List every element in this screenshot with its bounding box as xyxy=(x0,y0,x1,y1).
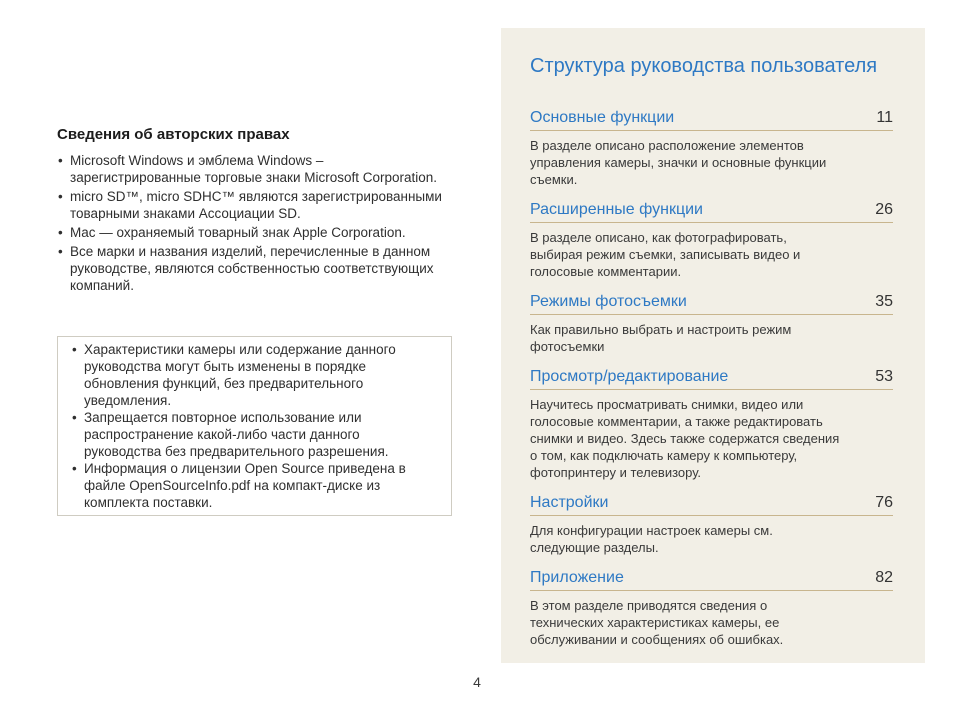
toc-entry-row[interactable] xyxy=(530,292,893,315)
copyright-item: • Microsoft Windows и эмблема Windows – зарегистрированные торговые знаки Microsoft Corporation. xyxy=(57,152,455,186)
toc-entry-description: Научитесь просматривать снимки, видео или голосовые комментарии, а также редактировать снимки и видео. Здесь также содержатся сведения о том, как подключать камеру к компьютеру, фотопринтеру и телевизору. xyxy=(530,397,840,480)
copyright-item: • Все марки и названия изделий, перечисленные в данном руководстве, являются собственностью соответствующих компаний. xyxy=(57,243,455,294)
toc-entry-row[interactable] xyxy=(530,367,893,390)
toc-entry-page[interactable]: 53 xyxy=(875,368,893,385)
copyright-section xyxy=(57,126,455,296)
toc-entry-settings xyxy=(530,493,893,556)
toc-entry-page[interactable]: 26 xyxy=(875,201,893,218)
note-item: • Информация о лицензии Open Source приведена в файле OpenSourceInfo.pdf на компакт-диске из комплекта поставки. xyxy=(71,460,440,511)
note-box xyxy=(57,336,452,516)
toc-entry-row[interactable] xyxy=(530,200,893,223)
toc-entry-page[interactable]: 35 xyxy=(875,293,893,310)
toc-entry-page[interactable]: 82 xyxy=(875,569,893,586)
toc-entry-page[interactable]: 76 xyxy=(875,494,893,511)
note-list xyxy=(71,341,440,511)
toc-title: Структура руководства пользователя xyxy=(530,55,878,77)
toc-entry-title[interactable]: Режимы фотосъемки xyxy=(530,293,687,310)
toc-entry-row[interactable] xyxy=(530,108,893,131)
copyright-heading: Сведения об авторских правах xyxy=(57,126,290,143)
copyright-item: • micro SD™, micro SDHC™ являются зарегистрированными товарными знаками Ассоциации SD. xyxy=(57,188,455,222)
toc-entry-basic-functions xyxy=(530,108,893,188)
toc-entry-title[interactable]: Расширенные функции xyxy=(530,201,703,218)
toc-entry-description: В этом разделе приводятся сведения о технических характеристиках камеры, ее обслуживании и сообщениях об ошибках. xyxy=(530,598,784,647)
page-number: 4 xyxy=(473,674,481,690)
toc-entry-description: В разделе описано, как фотографировать, выбирая режим съемки, записывать видео и голосовые комментарии. xyxy=(530,230,801,279)
toc-entry-playback-editing xyxy=(530,367,893,481)
toc-entry-title[interactable]: Настройки xyxy=(530,494,609,511)
note-item: • Характеристики камеры или содержание данного руководства могут быть изменены в порядке обновления функций, без предварительного уведомления. xyxy=(71,341,440,409)
copyright-list xyxy=(57,152,455,294)
toc-entry-row[interactable] xyxy=(530,568,893,591)
copyright-item: • Mac — охраняемый товарный знак Apple Corporation. xyxy=(57,224,455,241)
toc-panel xyxy=(501,28,925,663)
toc-entry-description: Для конфигурации настроек камеры см. следующие разделы. xyxy=(530,523,773,555)
toc-entry-shooting-modes xyxy=(530,292,893,355)
toc-entry-row[interactable] xyxy=(530,493,893,516)
toc-entry-description: В разделе описано расположение элементов управления камеры, значки и основные функции съемки. xyxy=(530,138,827,187)
note-item: • Запрещается повторное использование или распространение какой-либо части данного руководства без предварительного разрешения. xyxy=(71,409,440,460)
toc-entry-title[interactable]: Приложение xyxy=(530,569,624,586)
toc-entry-page[interactable]: 11 xyxy=(876,109,893,126)
toc-entry-title[interactable]: Просмотр/редактирование xyxy=(530,368,729,385)
toc-entry-description: Как правильно выбрать и настроить режим фотосъемки xyxy=(530,322,792,354)
toc-entry-title[interactable]: Основные функции xyxy=(530,109,675,126)
toc-entry-extended-functions xyxy=(530,200,893,280)
toc-entry-appendix xyxy=(530,568,893,648)
